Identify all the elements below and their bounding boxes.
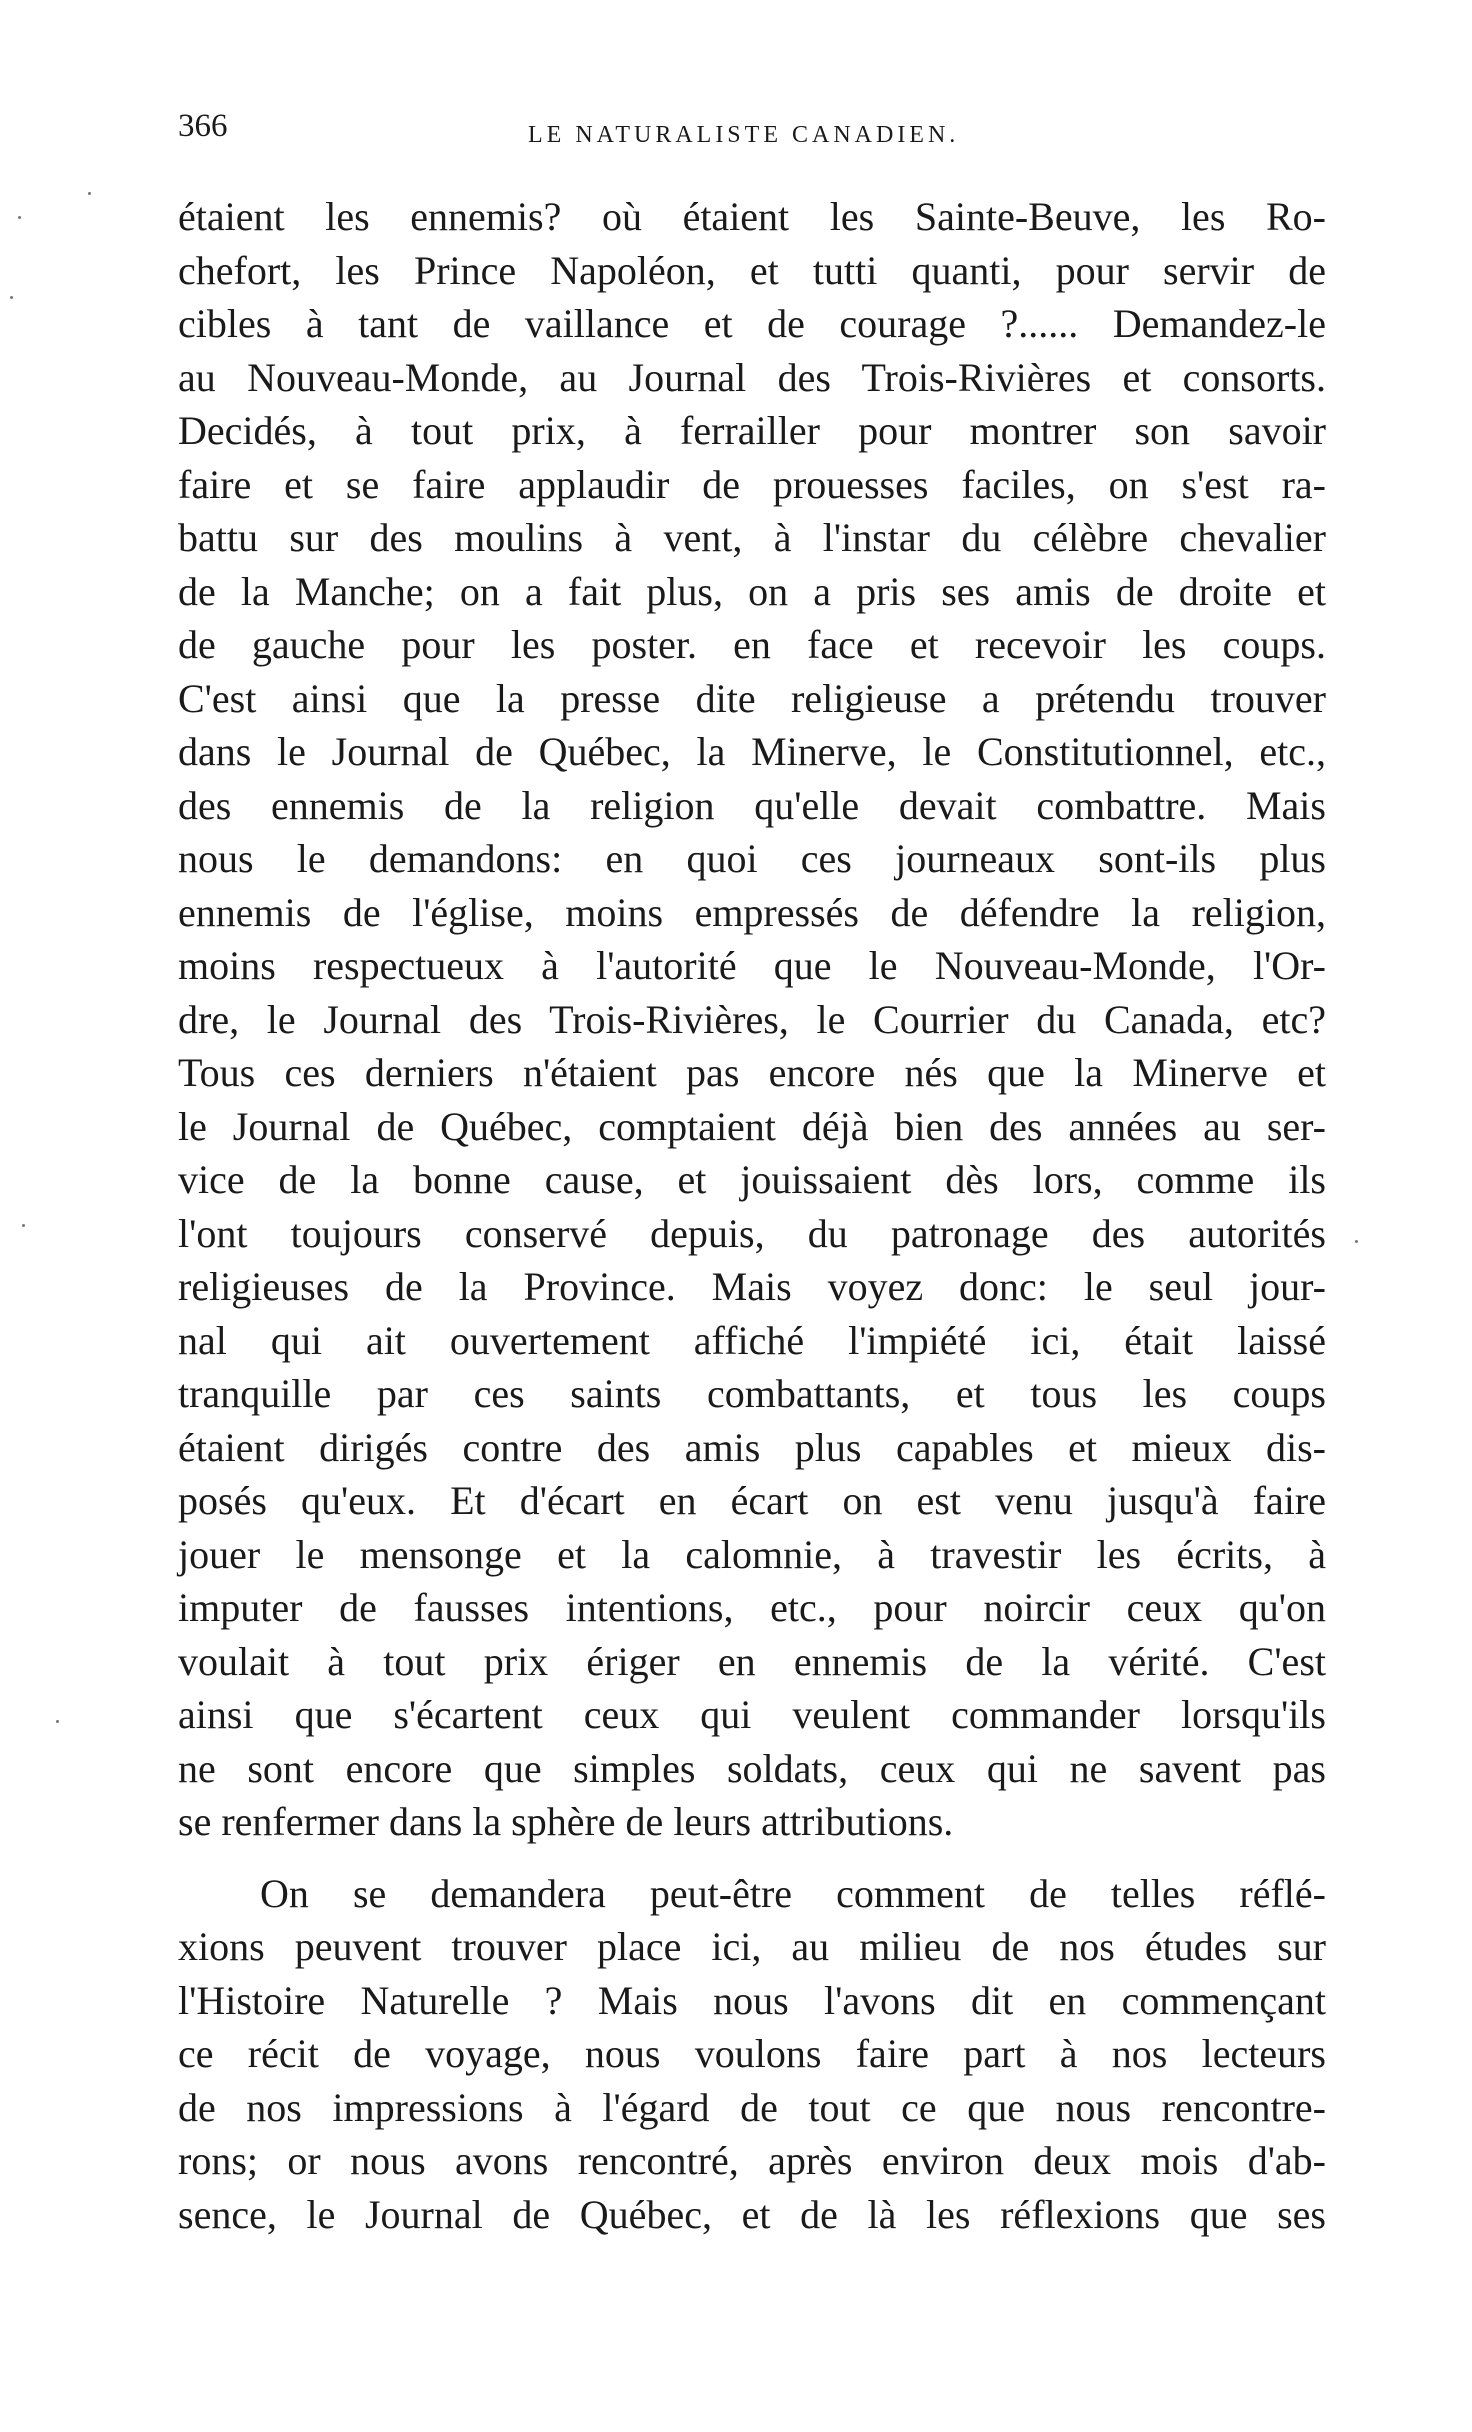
text-line: religieuses de la Province. Mais voyez donc: le seul jour-: [178, 1264, 1326, 1309]
scan-speck: [88, 192, 91, 195]
text-line: tranquille par ces saints combattants, et tous les coups: [178, 1371, 1326, 1416]
text-line: chefort, les Prince Napoléon, et tutti quanti, pour servir de: [178, 247, 1326, 293]
text-line: au Nouveau-Monde, au Journal des Trois-Rivières et consorts.: [178, 354, 1326, 400]
scan-speck: [22, 1224, 25, 1227]
text-line: C'est ainsi que la presse dite religieuse a prétendu trouver: [178, 675, 1326, 721]
text-line: l'Histoire Naturelle ? Mais nous l'avons dit en commençant: [178, 1977, 1326, 2023]
running-header: [178, 108, 1328, 158]
text-line: jouer le mensonge et la calomnie, à travestir les écrits, à: [178, 1531, 1326, 1577]
scan-speck: [56, 1720, 59, 1723]
text-line: faire et se faire applaudir de prouesses faciles, on s'est ra-: [178, 461, 1326, 507]
body-text: [178, 190, 1326, 2241]
journal-title: LE NATURALISTE CANADIEN.: [528, 122, 960, 148]
text-line: dans le Journal de Québec, la Minerve, le Constitutionnel, etc.,: [178, 729, 1326, 774]
text-line: vice de la bonne cause, et jouissaient dès lors, comme ils: [178, 1157, 1326, 1202]
text-line: rons; or nous avons rencontré, après environ deux mois d'ab-: [178, 2138, 1326, 2183]
text-line: imputer de fausses intentions, etc., pour noircir ceux qu'on: [178, 1585, 1326, 1630]
text-line: sence, le Journal de Québec, et de là les réflexions que ses: [178, 2191, 1326, 2237]
text-line: posés qu'eux. Et d'écart en écart on est venu jusqu'à faire: [178, 1478, 1326, 1523]
text-line: ne sont encore que simples soldats, ceux qui ne savent pas: [178, 1745, 1326, 1791]
text-line: On se demandera peut-être comment de telles réflé-: [260, 1870, 1326, 1916]
text-line: dre, le Journal des Trois-Rivières, le Courrier du Canada, etc?: [178, 996, 1326, 1042]
text-line: nal qui ait ouvertement affiché l'impiété ici, était laissé: [178, 1317, 1326, 1363]
text-line: étaient dirigés contre des amis plus capables et mieux dis-: [178, 1424, 1326, 1470]
text-line: Tous ces derniers n'étaient pas encore nés que la Minerve et: [178, 1050, 1326, 1095]
text-line: ennemis de l'église, moins empressés de défendre la religion,: [178, 889, 1326, 935]
text-line: battu sur des moulins à vent, à l'instar du célèbre chevalier: [178, 515, 1326, 560]
page-number: 366: [178, 108, 228, 144]
text-line: le Journal de Québec, comptaient déjà bien des années au ser-: [178, 1103, 1326, 1149]
text-line: xions peuvent trouver place ici, au milieu de nos études sur: [178, 1924, 1326, 1969]
scan-speck: [10, 296, 13, 299]
text-line: ce récit de voyage, nous voulons faire part à nos lecteurs: [178, 2031, 1326, 2076]
scan-speck: [18, 216, 21, 219]
text-line: voulait à tout prix ériger en ennemis de la vérité. C'est: [178, 1638, 1326, 1684]
text-line: l'ont toujours conservé depuis, du patronage des autorités: [178, 1210, 1326, 1256]
paragraph-1: [178, 190, 1326, 1849]
text-line: se renfermer dans la sphère de leurs attributions.: [178, 1799, 954, 1844]
text-line: nous le demandons: en quoi ces journeaux sont-ils plus: [178, 836, 1326, 881]
text-line: Decidés, à tout prix, à ferrailler pour montrer son savoir: [178, 408, 1326, 453]
text-line: cibles à tant de vaillance et de courage ?...... Demandez-le: [178, 301, 1326, 346]
paragraph-2: [178, 1867, 1326, 2242]
text-line: des ennemis de la religion qu'elle devait combattre. Mais: [178, 782, 1326, 828]
text-line: étaient les ennemis? où étaient les Sainte-Beuve, les Ro-: [178, 194, 1326, 239]
text-line: de gauche pour les poster. en face et recevoir les coups.: [178, 622, 1326, 667]
text-line: de nos impressions à l'égard de tout ce que nous rencontre-: [178, 2084, 1326, 2130]
text-line: de la Manche; on a fait plus, on a pris ses amis de droite et: [178, 568, 1326, 614]
text-line: ainsi que s'écartent ceux qui veulent commander lorsqu'ils: [178, 1692, 1326, 1737]
scan-speck: [1355, 1240, 1358, 1243]
text-line: moins respectueux à l'autorité que le Nouveau-Monde, l'Or-: [178, 943, 1326, 988]
